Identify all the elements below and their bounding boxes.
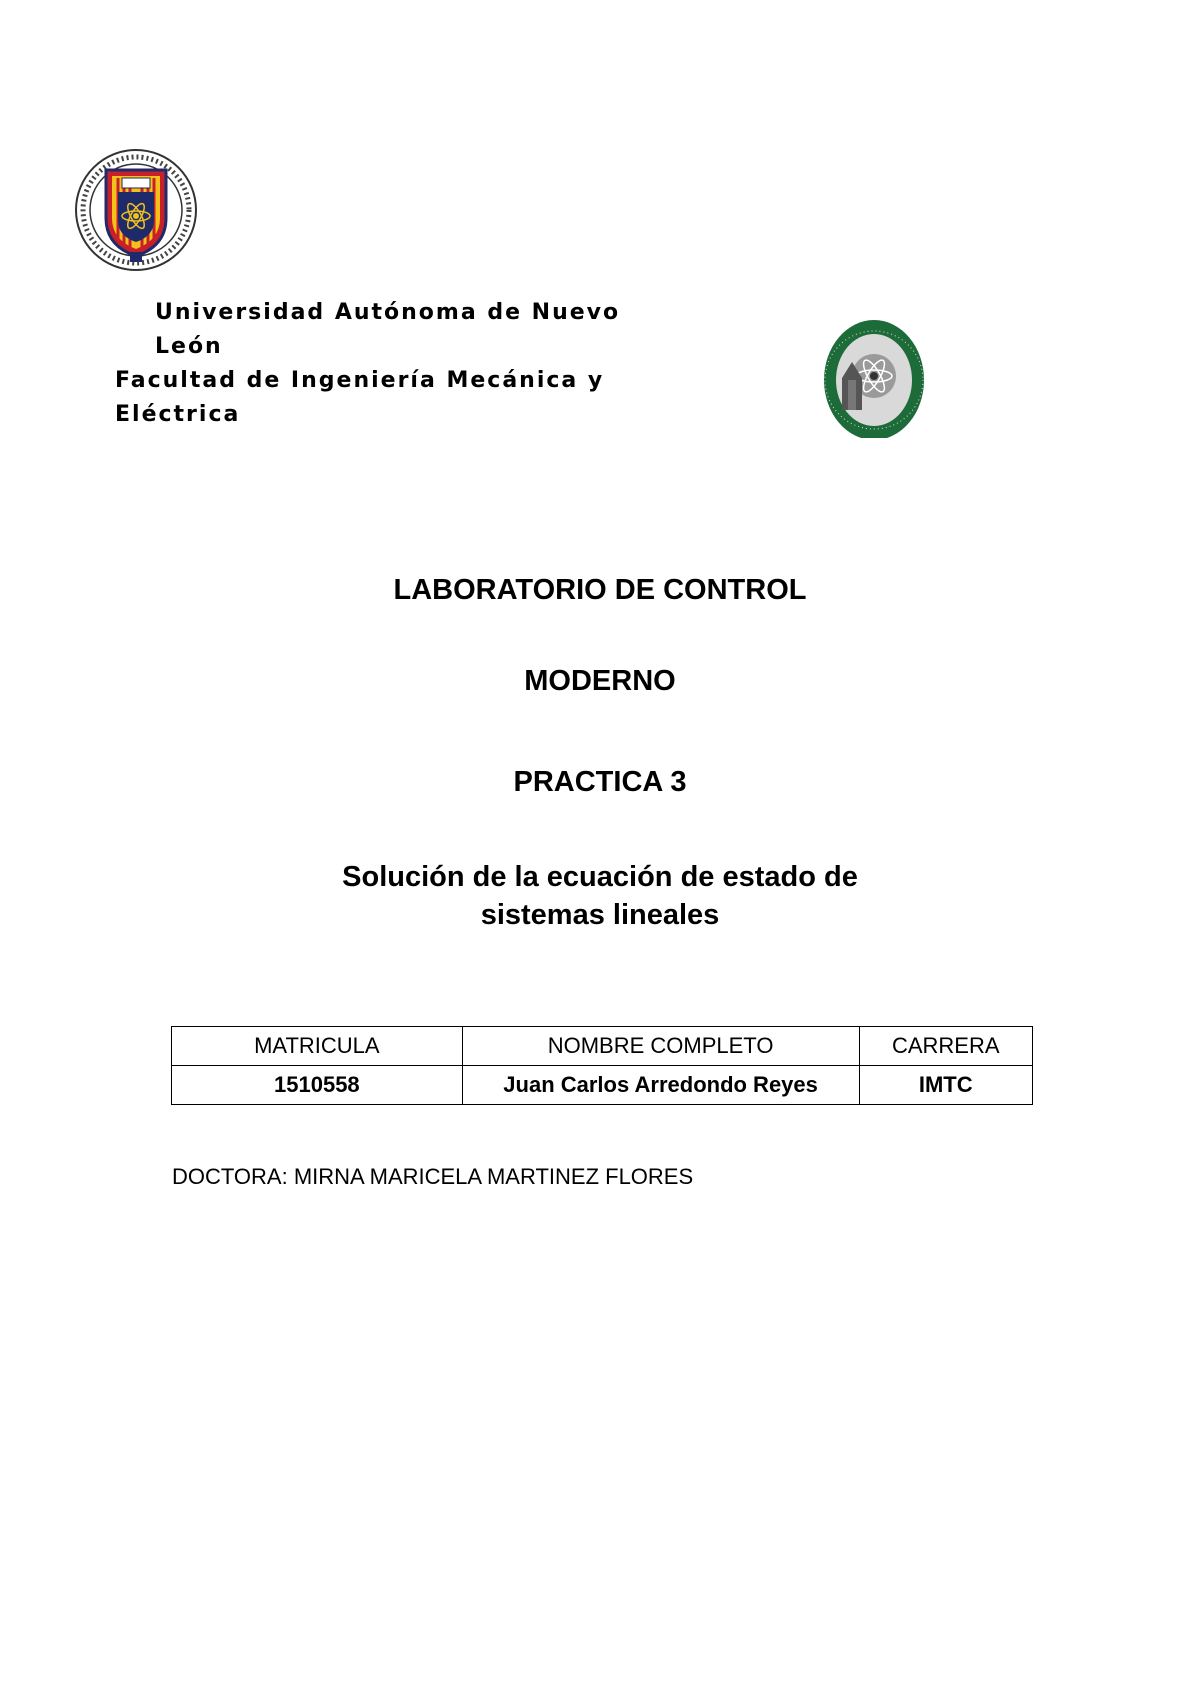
student-info-table <box>171 1026 1033 1105</box>
subtitle-line1: Solución de la ecuación de estado de <box>342 861 858 893</box>
cell-matricula: 1510558 <box>172 1066 463 1105</box>
cell-nombre: Juan Carlos Arredondo Reyes <box>462 1066 859 1105</box>
lab-title: LABORATORIO DE CONTROL <box>393 574 807 606</box>
table-header-row <box>172 1027 1033 1066</box>
fime-seal-icon <box>822 318 926 440</box>
faculty-name-line2: Eléctrica <box>115 402 241 427</box>
table-row <box>172 1066 1033 1105</box>
institution-header <box>115 296 675 432</box>
practice-number: PRACTICA 3 <box>513 766 687 798</box>
doctor-line: DOCTORA: MIRNA MARICELA MARTINEZ FLORES <box>172 1164 694 1189</box>
lab-title-continued: MODERNO <box>524 665 676 697</box>
cell-carrera: IMTC <box>859 1066 1033 1105</box>
header-nombre: NOMBRE COMPLETO <box>462 1027 859 1066</box>
practice-subtitle <box>0 858 1200 934</box>
subtitle-line2: sistemas lineales <box>480 899 720 931</box>
header-matricula: MATRICULA <box>172 1027 463 1066</box>
university-name: Universidad Autónoma de Nuevo León <box>155 300 621 359</box>
header-carrera: CARRERA <box>859 1027 1033 1066</box>
uanl-shield-seal-icon <box>74 148 198 272</box>
faculty-name-line1: Facultad de Ingeniería Mecánica y <box>115 368 605 393</box>
